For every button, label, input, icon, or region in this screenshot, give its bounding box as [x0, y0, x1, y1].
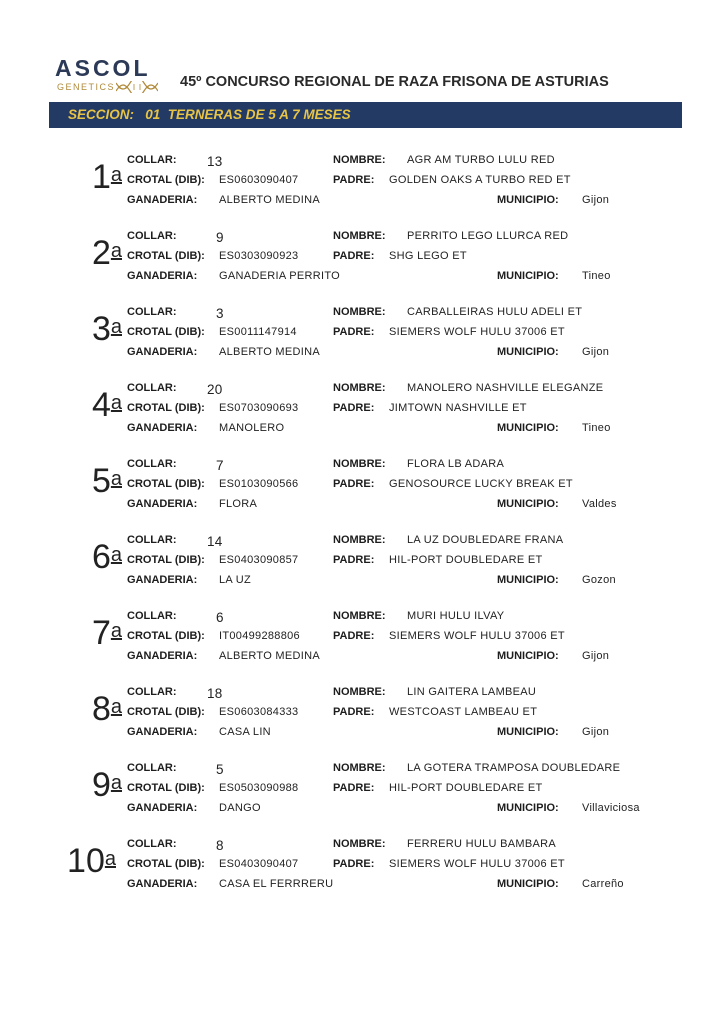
nombre-value: LA GOTERA TRAMPOSA DOUBLEDARE [407, 762, 621, 774]
municipio-label: MUNICIPIO: [497, 574, 559, 586]
nombre-label: NOMBRE: [333, 154, 386, 166]
dna-helix-icon [116, 81, 158, 93]
ganaderia-label: GANADERIA: [127, 802, 198, 814]
municipio-label: MUNICIPIO: [497, 726, 559, 738]
collar-label: COLLAR: [127, 838, 177, 850]
padre-label: PADRE: [333, 782, 375, 794]
crotal-value: ES0603090407 [219, 174, 299, 186]
ganaderia-label: GANADERIA: [127, 498, 198, 510]
crotal-label: CROTAL (DIB): [127, 630, 205, 642]
collar-label: COLLAR: [127, 230, 177, 242]
municipio-value: Carreño [582, 878, 624, 890]
collar-value: 7 [216, 458, 224, 473]
padre-value: SIEMERS WOLF HULU 37006 ET [389, 630, 565, 642]
ganaderia-label: GANADERIA: [127, 574, 198, 586]
ganaderia-label: GANADERIA: [127, 650, 198, 662]
collar-value: 6 [216, 610, 224, 625]
ganaderia-value: ALBERTO MEDINA [219, 194, 320, 206]
padre-label: PADRE: [333, 402, 375, 414]
crotal-value: ES0603084333 [219, 706, 299, 718]
municipio-label: MUNICIPIO: [497, 346, 559, 358]
placement: 2$^a$ [91, 234, 122, 272]
ganaderia-value: LA UZ [219, 574, 252, 586]
crotal-value: ES0103090566 [219, 478, 299, 490]
result-entry-7 [0, 610, 725, 670]
nombre-value: MANOLERO NASHVILLE ELEGANZE [407, 382, 604, 394]
collar-label: COLLAR: [127, 154, 177, 166]
crotal-value: ES0703090693 [219, 402, 299, 414]
ascol-genetics-logo [55, 57, 165, 97]
municipio-label: MUNICIPIO: [497, 422, 559, 434]
crotal-label: CROTAL (DIB): [127, 174, 205, 186]
ganaderia-value: CASA LIN [219, 726, 271, 738]
ganaderia-label: GANADERIA: [127, 194, 198, 206]
padre-label: PADRE: [333, 706, 375, 718]
nombre-label: NOMBRE: [333, 838, 386, 850]
nombre-value: LIN GAITERA LAMBEAU [407, 686, 537, 698]
padre-value: JIMTOWN NASHVILLE ET [389, 402, 527, 414]
collar-label: COLLAR: [127, 458, 177, 470]
crotal-label: CROTAL (DIB): [127, 402, 205, 414]
result-entry-1 [0, 154, 725, 214]
collar-value: 20 [207, 382, 223, 397]
collar-value: 8 [216, 838, 224, 853]
collar-label: COLLAR: [127, 610, 177, 622]
crotal-value: ES0503090988 [219, 782, 299, 794]
ganaderia-value: GANADERIA PERRITO [219, 270, 341, 282]
placement: 9$^a$ [91, 766, 122, 804]
nombre-label: NOMBRE: [333, 686, 386, 698]
result-entry-6 [0, 534, 725, 594]
crotal-value: IT00499288806 [219, 630, 300, 642]
logo-subtitle: GENETICS [57, 82, 116, 92]
municipio-value: Tineo [582, 422, 611, 434]
result-entry-5 [0, 458, 725, 518]
ganaderia-label: GANADERIA: [127, 726, 198, 738]
nombre-label: NOMBRE: [333, 306, 386, 318]
placement: 3$^a$ [91, 310, 122, 348]
placement: 6$^a$ [91, 538, 122, 576]
nombre-label: NOMBRE: [333, 610, 386, 622]
ganaderia-label: GANADERIA: [127, 346, 198, 358]
collar-value: 3 [216, 306, 224, 321]
collar-value: 18 [207, 686, 223, 701]
result-entry-9 [0, 762, 725, 822]
document-title: 45º CONCURSO REGIONAL DE RAZA FRISONA DE ASTURIAS [180, 74, 609, 90]
result-entry-2 [0, 230, 725, 290]
collar-value: 13 [207, 154, 223, 169]
padre-label: PADRE: [333, 326, 375, 338]
ganaderia-label: GANADERIA: [127, 878, 198, 890]
ganaderia-value: ALBERTO MEDINA [219, 346, 320, 358]
crotal-label: CROTAL (DIB): [127, 554, 205, 566]
nombre-value: LA UZ DOUBLEDARE FRANA [407, 534, 564, 546]
collar-label: COLLAR: [127, 534, 177, 546]
padre-label: PADRE: [333, 554, 375, 566]
nombre-value: AGR AM TURBO LULU RED [407, 154, 555, 166]
ganaderia-value: MANOLERO [219, 422, 285, 434]
municipio-label: MUNICIPIO: [497, 270, 559, 282]
placement: 5$^a$ [91, 462, 122, 500]
crotal-label: CROTAL (DIB): [127, 478, 205, 490]
padre-label: PADRE: [333, 174, 375, 186]
collar-label: COLLAR: [127, 306, 177, 318]
municipio-value: Gijon [582, 726, 610, 738]
crotal-label: CROTAL (DIB): [127, 782, 205, 794]
nombre-label: NOMBRE: [333, 230, 386, 242]
nombre-label: NOMBRE: [333, 458, 386, 470]
municipio-value: Tineo [582, 270, 611, 282]
municipio-value: Gijon [582, 194, 610, 206]
section-label: SECCION: 01 TERNERAS DE 5 A 7 MESES [68, 107, 351, 122]
ganaderia-value: FLORA [219, 498, 258, 510]
result-entry-4 [0, 382, 725, 442]
result-entry-3 [0, 306, 725, 366]
collar-label: COLLAR: [127, 382, 177, 394]
crotal-label: CROTAL (DIB): [127, 858, 205, 870]
crotal-value: ES0403090407 [219, 858, 299, 870]
municipio-label: MUNICIPIO: [497, 498, 559, 510]
collar-label: COLLAR: [127, 762, 177, 774]
crotal-value: ES0303090923 [219, 250, 299, 262]
nombre-value: PERRITO LEGO LLURCA RED [407, 230, 569, 242]
padre-value: HIL-PORT DOUBLEDARE ET [389, 554, 543, 566]
crotal-value: ES0011147914 [219, 326, 297, 338]
crotal-label: CROTAL (DIB): [127, 250, 205, 262]
crotal-value: ES0403090857 [219, 554, 299, 566]
padre-label: PADRE: [333, 630, 375, 642]
padre-value: WESTCOAST LAMBEAU ET [389, 706, 538, 718]
section-value: 01 TERNERAS DE 5 A 7 MESES [145, 107, 351, 122]
nombre-value: MURI HULU ILVAY [407, 610, 505, 622]
logo-wordmark: ASCOL [55, 55, 151, 81]
placement: 1$^a$ [91, 158, 122, 196]
ganaderia-value: ALBERTO MEDINA [219, 650, 320, 662]
placement: 7$^a$ [91, 614, 122, 652]
municipio-value: Gijon [582, 650, 610, 662]
ganaderia-value: CASA EL FERRRERU [219, 878, 334, 890]
padre-value: SHG LEGO ET [389, 250, 467, 262]
nombre-value: CARBALLEIRAS HULU ADELI ET [407, 306, 583, 318]
municipio-value: Valdes [582, 498, 617, 510]
nombre-label: NOMBRE: [333, 382, 386, 394]
municipio-value: Gijon [582, 346, 610, 358]
nombre-value: FLORA LB ADARA [407, 458, 505, 470]
padre-value: GOLDEN OAKS A TURBO RED ET [389, 174, 571, 186]
result-entry-10 [0, 838, 725, 898]
municipio-label: MUNICIPIO: [497, 650, 559, 662]
collar-value: 9 [216, 230, 224, 245]
municipio-value: Gozon [582, 574, 616, 586]
collar-label: COLLAR: [127, 686, 177, 698]
section-banner [49, 102, 682, 128]
collar-value: 14 [207, 534, 223, 549]
padre-value: HIL-PORT DOUBLEDARE ET [389, 782, 543, 794]
municipio-label: MUNICIPIO: [497, 802, 559, 814]
municipio-label: MUNICIPIO: [497, 878, 559, 890]
ganaderia-label: GANADERIA: [127, 270, 198, 282]
crotal-label: CROTAL (DIB): [127, 326, 205, 338]
padre-label: PADRE: [333, 250, 375, 262]
padre-label: PADRE: [333, 478, 375, 490]
collar-value: 5 [216, 762, 224, 777]
nombre-value: FERRERU HULU BAMBARA [407, 838, 557, 850]
placement: 8$^a$ [91, 690, 122, 728]
crotal-label: CROTAL (DIB): [127, 706, 205, 718]
result-entry-8 [0, 686, 725, 746]
placement: 4$^a$ [91, 386, 122, 424]
ganaderia-value: DANGO [219, 802, 261, 814]
municipio-label: MUNICIPIO: [497, 194, 559, 206]
padre-label: PADRE: [333, 858, 375, 870]
padre-value: GENOSOURCE LUCKY BREAK ET [389, 478, 573, 490]
nombre-label: NOMBRE: [333, 762, 386, 774]
padre-value: SIEMERS WOLF HULU 37006 ET [389, 326, 565, 338]
padre-value: SIEMERS WOLF HULU 37006 ET [389, 858, 565, 870]
municipio-value: Villaviciosa [582, 802, 640, 814]
ganaderia-label: GANADERIA: [127, 422, 198, 434]
nombre-label: NOMBRE: [333, 534, 386, 546]
placement: 10$^a$ [67, 842, 116, 880]
